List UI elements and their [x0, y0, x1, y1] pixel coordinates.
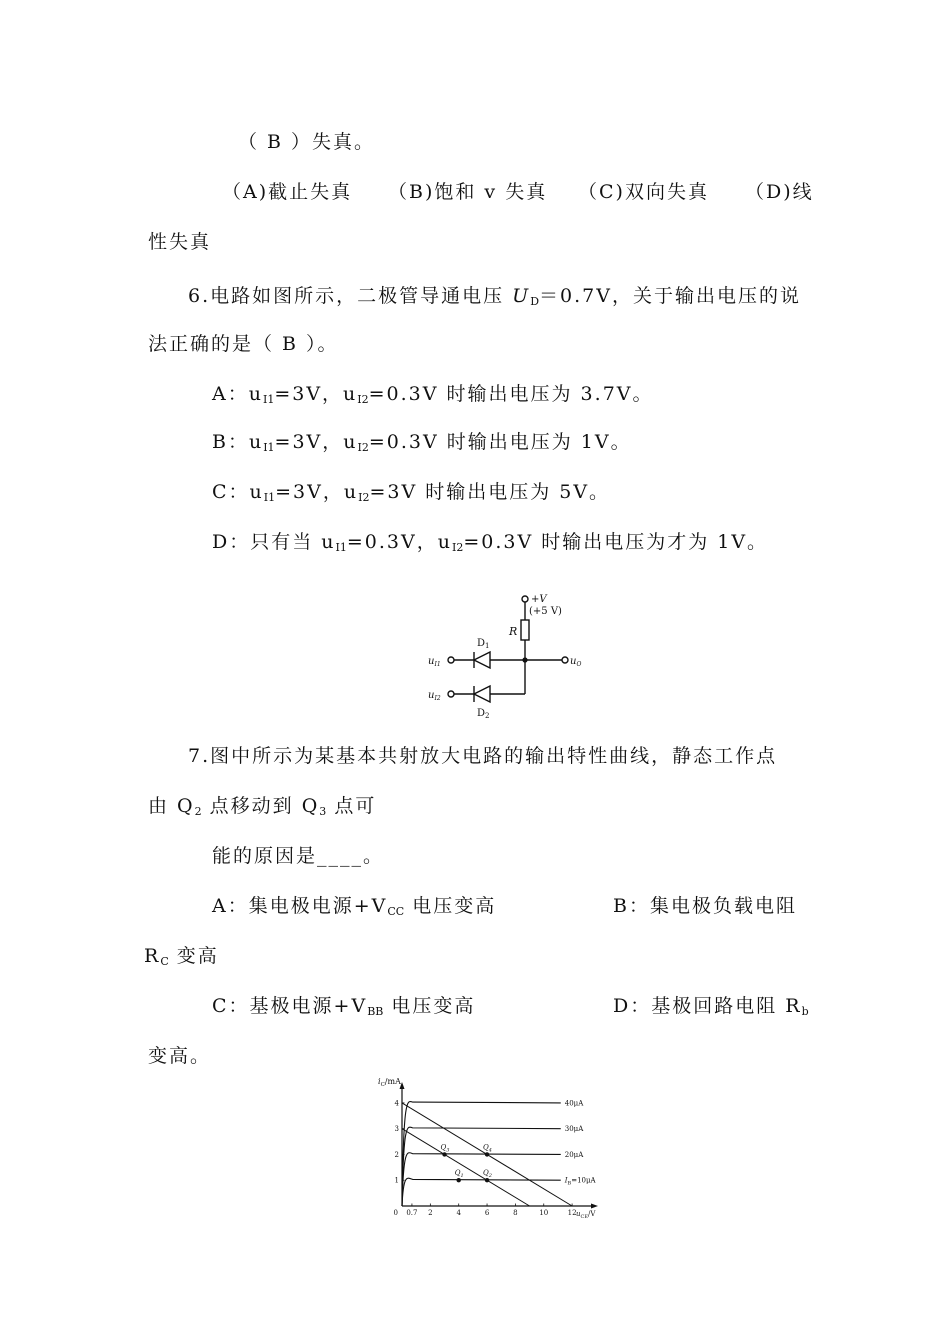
opt-text: =3V 时输出电压为 5V。: [369, 481, 611, 503]
ic-curve-label: 20μA: [564, 1150, 584, 1159]
opt-sub: I2: [358, 491, 370, 504]
q-point-label: $Q_4$: [483, 1143, 492, 1154]
diode-circuit-diagram: [422, 588, 582, 722]
q6-option-c: [212, 480, 610, 510]
opt-text: 电压变高: [383, 995, 476, 1017]
opt-text: =3V，u: [275, 481, 359, 503]
opt-sub: CC: [387, 905, 405, 918]
q7-stem-part: 由 Q: [148, 795, 195, 817]
opt-text: D：基极回路电阻 R: [613, 995, 802, 1017]
x-tick-label: 4: [456, 1209, 461, 1217]
q-sub: 2: [194, 805, 202, 818]
load-line-1: [402, 1129, 530, 1206]
x-tick-label: 0.7: [406, 1209, 418, 1217]
opt-text: =0.3V，u: [346, 531, 452, 553]
input1-label: $u_{I1}$: [428, 656, 441, 668]
q6-stem-line1: [188, 284, 801, 314]
output-terminal: [562, 657, 568, 663]
q7-stem-line1: 7.图中所示为某基本共射放大电路的输出特性曲线，静态工作点: [188, 745, 778, 767]
supply-label: +V: [531, 594, 547, 605]
opt-text: R: [144, 945, 161, 967]
input2-label: $u_{I2}$: [428, 690, 441, 702]
opt-text: B：u: [212, 431, 264, 453]
x-tick-label: 2: [428, 1209, 433, 1217]
q7-stem-part: 点移动到 Q: [201, 795, 320, 817]
opt-text: C：基极电源+V: [212, 995, 368, 1017]
input1-terminal: [448, 657, 454, 663]
y-tick-label: 3: [394, 1125, 399, 1134]
opt-text: C：u: [212, 481, 264, 503]
q6-stem-part: 6.电路如图所示，二极管导通电压: [188, 285, 513, 307]
opt-text: =0.3V 时输出电压为 3.7V。: [368, 383, 654, 405]
q5-option-c: （C)双向失真: [578, 181, 709, 203]
opt-sub: C: [160, 955, 169, 968]
q6-stem-part: ＝0.7V，关于输出电压的说: [539, 285, 801, 307]
junction-node: [522, 657, 527, 662]
output-label: $u_O$: [570, 656, 582, 668]
diode-d1-triangle: [474, 652, 490, 668]
output-characteristics-chart: [370, 1076, 602, 1220]
x-tick-label: 10: [539, 1209, 549, 1217]
ic-curve-label: $I_B=10\mu A$: [564, 1176, 596, 1187]
y-axis-label: $i_C/mA$: [378, 1077, 401, 1088]
resistor-label: R: [509, 625, 518, 638]
opt-sub: b: [801, 1005, 809, 1018]
q7-stem-part: 点可: [326, 795, 377, 817]
supply-value: (+5 V): [529, 606, 562, 617]
y-tick-label: 2: [394, 1150, 399, 1159]
q6-stem-line2: 法正确的是（ B ）。: [148, 333, 339, 355]
supply-terminal: [522, 596, 528, 602]
d1-label: $D_1$: [477, 638, 490, 650]
diode-d2-triangle: [474, 686, 490, 702]
q5-option-a: （A)截止失真: [222, 181, 353, 203]
x-axis-arrow: [591, 1204, 598, 1209]
opt-sub: BB: [367, 1005, 384, 1018]
q5-answer-line: （ B ）失真。: [238, 131, 376, 153]
q5-option-d-cont: 性失真: [148, 231, 212, 253]
opt-text: =3V，u: [274, 431, 358, 453]
q7-option-b-cont: [144, 944, 219, 974]
opt-sub: I2: [357, 393, 369, 406]
opt-text: =3V，u: [274, 383, 358, 405]
x-axis-label: $u_{CE}/V$: [576, 1210, 596, 1220]
q5-option-b: （B)饱和 v 失真: [388, 181, 548, 203]
q7-option-a: [212, 894, 496, 924]
opt-sub: I1: [262, 393, 275, 406]
q6-option-d: [212, 530, 768, 560]
opt-text: 变高: [168, 945, 219, 967]
x-tick-label: 0: [393, 1209, 398, 1217]
q7-option-c: [212, 994, 475, 1024]
y-tick-label: 4: [394, 1099, 399, 1108]
q6-option-b: [212, 430, 632, 460]
ic-curve-label: 40μA: [564, 1099, 584, 1108]
x-tick-label: 12: [567, 1209, 577, 1217]
x-tick-label: 8: [513, 1209, 518, 1217]
q-point-label: $Q_2$: [483, 1169, 492, 1180]
q7-option-d-cont: 变高。: [148, 1045, 212, 1067]
q7-stem-line2: [148, 794, 376, 824]
y-tick-label: 1: [394, 1176, 399, 1185]
q6-option-a: [212, 382, 654, 412]
opt-text: =0.3V 时输出电压为才为 1V。: [463, 531, 769, 553]
opt-text: D：只有当 u: [212, 531, 336, 553]
opt-sub: I1: [335, 541, 347, 554]
opt-text: A：u: [212, 383, 263, 405]
opt-sub: I1: [263, 491, 276, 504]
q-sub: 3: [319, 805, 327, 818]
opt-text: 电压变高: [404, 895, 497, 917]
opt-sub: I1: [263, 441, 275, 454]
q-point-label: $Q_1$: [454, 1169, 464, 1180]
opt-text: =0.3V 时输出电压为 1V。: [368, 431, 632, 453]
q7-option-b: B：集电极负载电阻: [613, 895, 797, 917]
ud-sub: D: [530, 295, 540, 308]
opt-sub: I2: [451, 541, 464, 554]
q5-option-d: （D)线: [745, 181, 814, 203]
d2-label: $D_2$: [477, 708, 490, 720]
q7-option-d: [613, 994, 809, 1024]
q7-stem-line3: 能的原因是____。: [212, 845, 385, 867]
ic-curve-4: [402, 1178, 561, 1206]
resistor-r: [521, 620, 529, 640]
ud-symbol: U: [512, 285, 531, 307]
x-tick-label: 6: [484, 1209, 490, 1217]
opt-sub: I2: [357, 441, 369, 454]
q-point-label: $Q_3$: [440, 1143, 450, 1154]
opt-text: A：集电极电源+V: [212, 895, 388, 917]
input2-terminal: [448, 691, 454, 697]
ic-curve-2: [402, 1127, 561, 1206]
ic-curve-label: 30μA: [564, 1125, 584, 1134]
